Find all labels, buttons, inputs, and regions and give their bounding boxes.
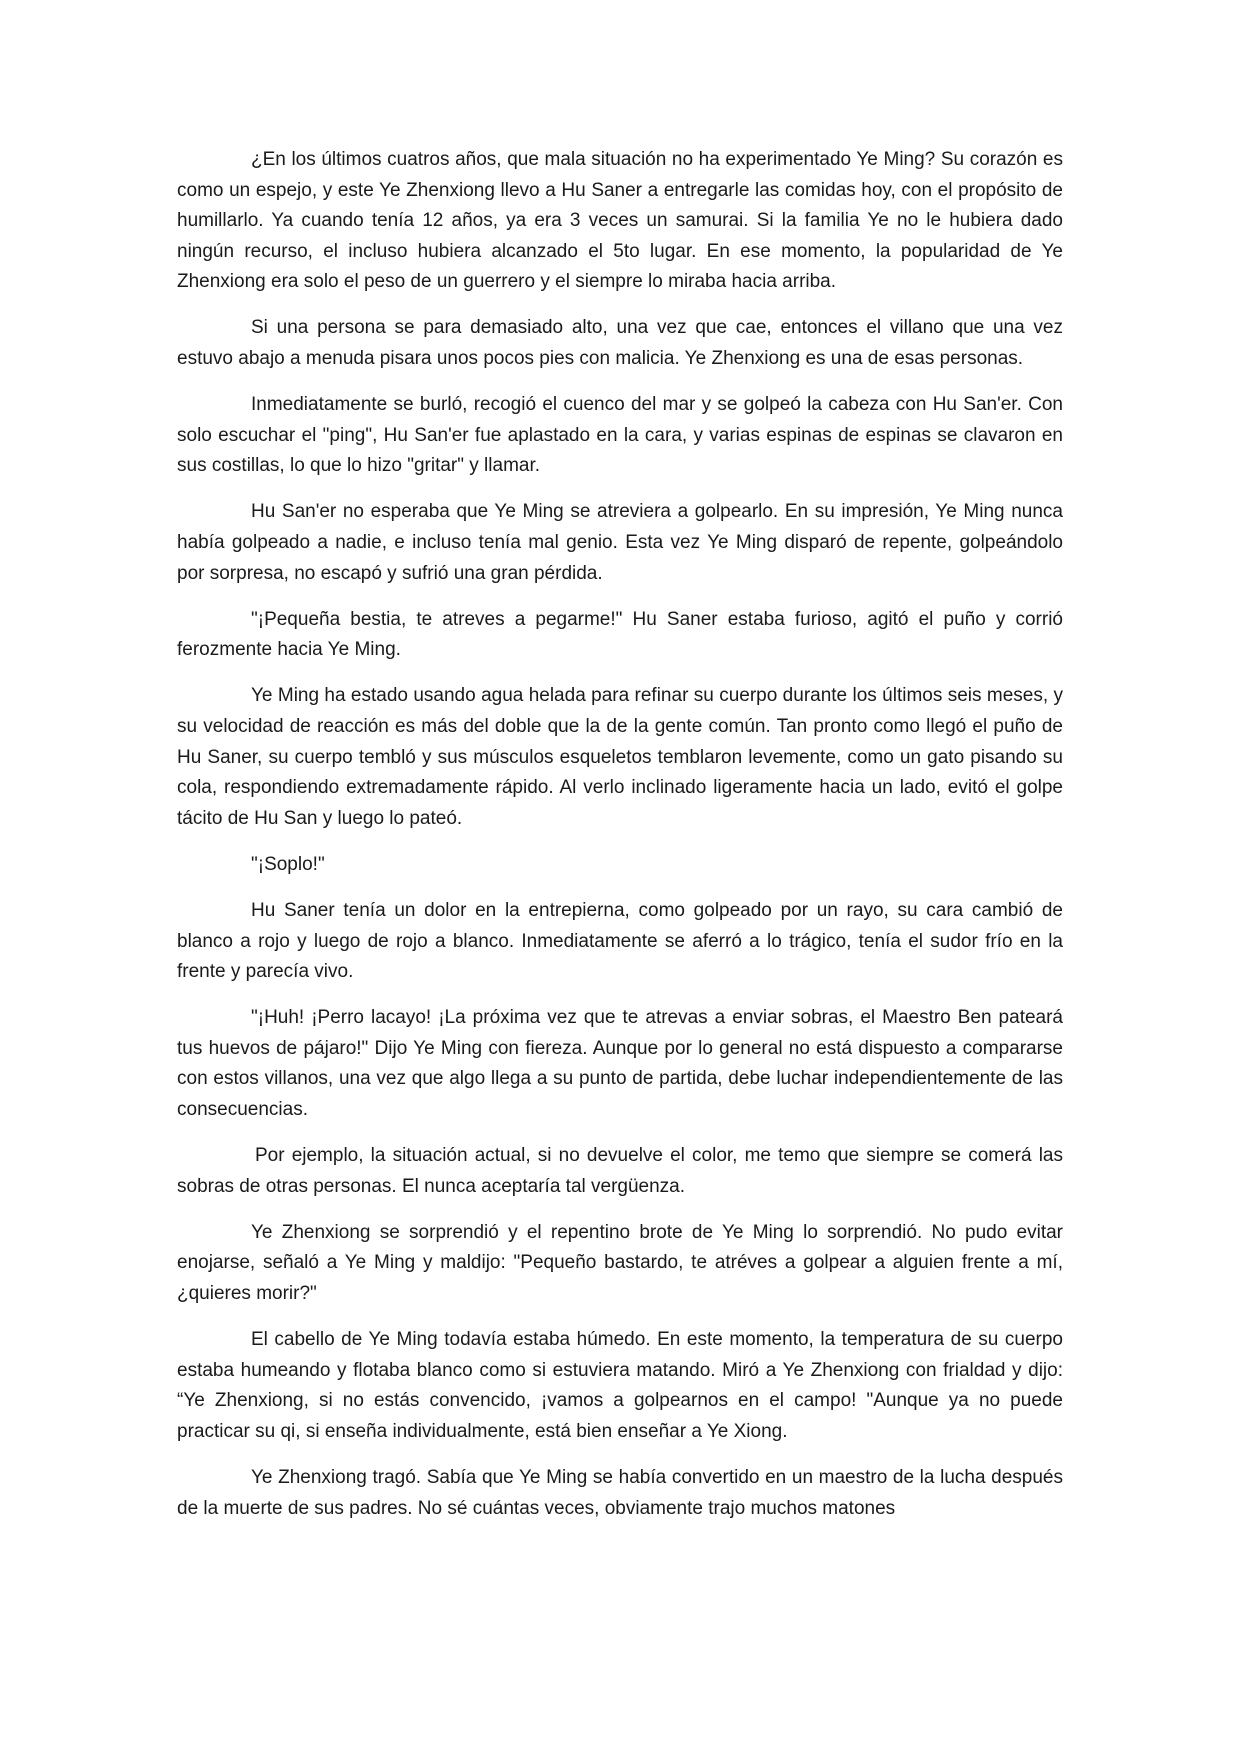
paragraph-2: Si una persona se para demasiado alto, una vez que cae, entonces el villano que una vez estuvo abajo a menuda pisara unos pocos pies con malicia. Ye Zhenxiong es una de esas personas. — [177, 317, 1063, 370]
paragraph-4: Hu San'er no esperaba que Ye Ming se atreviera a golpearlo. En su impresión, Ye Ming nunca había golpeado a nadie, e incluso tenía mal genio. Esta vez Ye Ming disparó de repente, golpeándolo por sorpresa, no escapó y sufrió una gran pérdida. — [177, 501, 1063, 584]
paragraph-13: Ye Zhenxiong tragó. Sabía que Ye Ming se había convertido en un maestro de la lucha después de la muerte de sus padres. No sé cuántas veces, obviamente trajo muchos matones — [177, 1466, 1063, 1519]
paragraph-7: "¡Soplo!" — [251, 853, 325, 875]
paragraph-6: Ye Ming ha estado usando agua helada para refinar su cuerpo durante los últimos seis meses, y su velocidad de reacción es más del doble que la de la gente común. Tan pronto como llegó el puño de Hu Saner, su cuerpo tembló y sus músculos esqueletos temblaron levemente, como un gato pisando su cola, respondiendo extremadamente rápido. Al verlo inclinado ligeramente hacia un lado, evitó el golpe tácito de Hu San y luego lo pateó. — [177, 685, 1063, 829]
paragraph-11: Ye Zhenxiong se sorprendió y el repentino brote de Ye Ming lo sorprendió. No pudo evitar enojarse, señaló a Ye Ming y maldijo: "Pequeño bastardo, te atréves a golpear a alguien frente a mí, ¿quieres morir?" — [177, 1221, 1063, 1304]
paragraph-12: El cabello de Ye Ming todavía estaba húmedo. En este momento, la temperatura de su cuerpo estaba humeando y flotaba blanco como si estuviera matando. Miró a Ye Zhenxiong con frialdad y dijo: “Ye Zhenxiong, si no estás convencido, ¡vamos a golpearnos en el campo! "Aunque ya no puede practicar su qi, si enseña individualmente, está bien enseñar a Ye Xiong. — [177, 1329, 1063, 1442]
document-page — [177, 145, 1063, 1524]
paragraph-1: ¿En los últimos cuatros años, que mala situación no ha experimentado Ye Ming? Su corazón es como un espejo, y este Ye Zhenxiong llevo a Hu Saner a entregarle las comidas hoy, con el propósito de humillarlo. Ya cuando tenía 12 años, ya era 3 veces un samurai. Si la familia Ye no le hubiera dado ningún recurso, el incluso hubiera alcanzado el 5to lugar. En ese momento, la popularidad de Ye Zhenxiong era solo el peso de un guerrero y el siempre lo miraba hacia arriba. — [177, 149, 1063, 293]
paragraph-8: Hu Saner tenía un dolor en la entrepierna, como golpeado por un rayo, su cara cambió de blanco a rojo y luego de rojo a blanco. Inmediatamente se aferró a lo trágico, tenía el sudor frío en la frente y parecía vivo. — [177, 899, 1063, 983]
paragraph-10: Por ejemplo, la situación actual, si no devuelve el color, me temo que siempre se comerá las sobras de otras personas. El nunca aceptaría tal vergüenza. — [177, 1145, 1063, 1197]
paragraph-9: "¡Huh! ¡Perro lacayo! ¡La próxima vez que te atrevas a enviar sobras, el Maestro Ben pateará tus huevos de pájaro!" Dijo Ye Ming con fiereza. Aunque por lo general no está dispuesto a compararse con estos villanos, una vez que algo llega a su punto de partida, debe luchar independientemente de las consecuencias. — [177, 1007, 1063, 1121]
paragraph-5: "¡Pequeña bestia, te atreves a pegarme!" Hu Saner estaba furioso, agitó el puño y corrió ferozmente hacia Ye Ming. — [177, 608, 1063, 661]
paragraph-3: Inmediatamente se burló, recogió el cuenco del mar y se golpeó la cabeza con Hu San'er. Con solo escuchar el "ping", Hu San'er fue aplastado en la cara, y varias espinas de espinas se clavaron en sus costillas, lo que lo hizo "gritar" y llamar. — [177, 394, 1063, 477]
